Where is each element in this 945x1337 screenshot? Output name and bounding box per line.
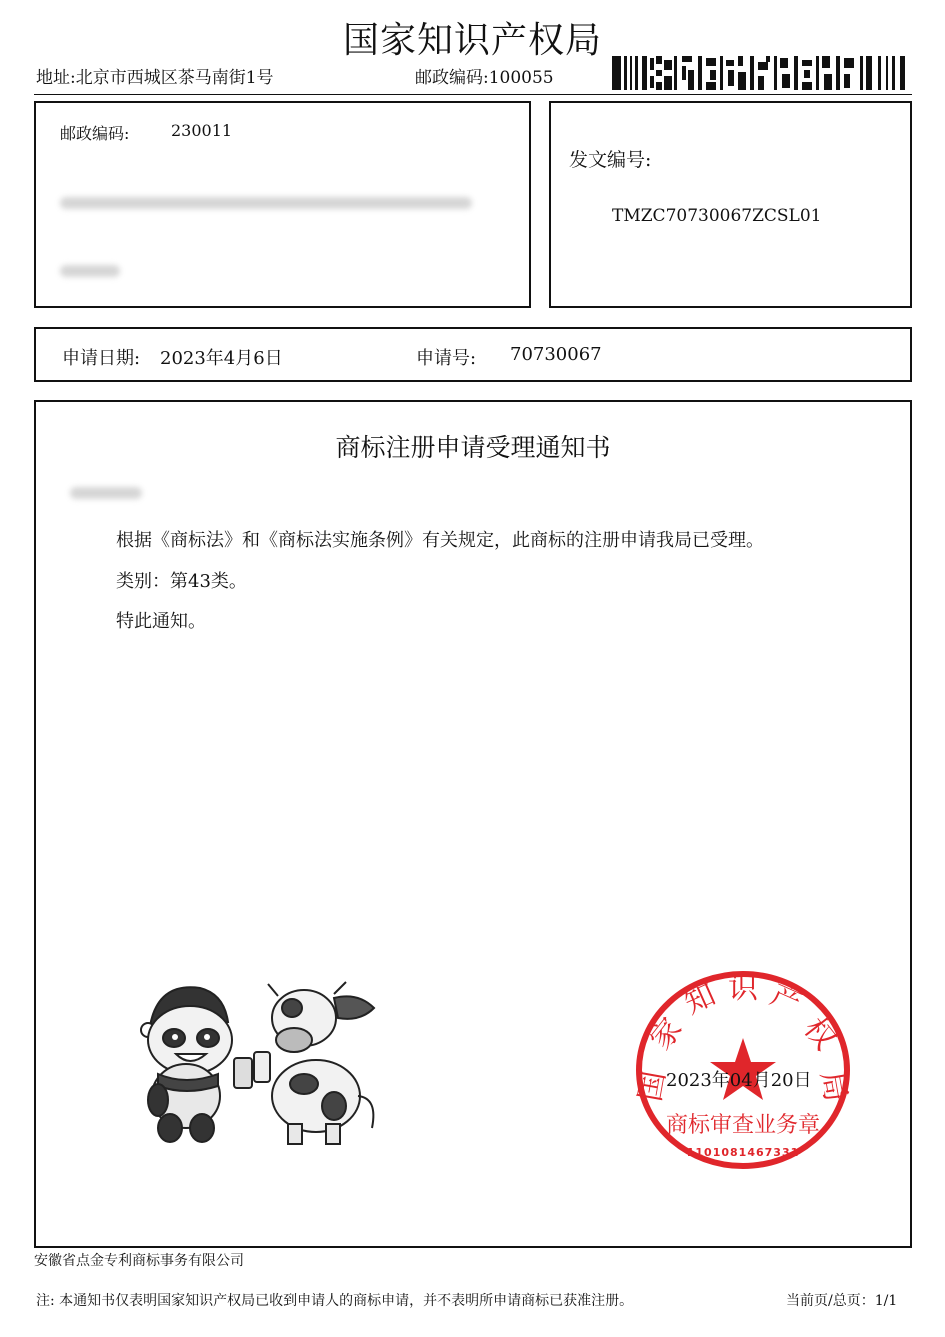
seal-char: 权	[796, 1011, 843, 1057]
recipient-postal-value: 230011	[171, 121, 233, 140]
agency-name: 安徽省点金专利商标事务有限公司	[34, 1253, 244, 1269]
redacted-address	[60, 197, 472, 209]
seal-char: 家	[643, 1011, 690, 1057]
footnote: 注: 本通知书仅表明国家知识产权局已收到申请人的商标申请，并不表明所申请商标已获准注册。	[36, 1293, 634, 1309]
drink-bottle	[234, 1052, 270, 1088]
header-rule	[34, 94, 912, 95]
barcode-image	[612, 56, 908, 90]
recipient-postal-label: 邮政编码:	[60, 124, 130, 143]
office-postal-code: 邮政编码:100055	[415, 68, 554, 88]
seal-char: 知	[679, 977, 721, 1022]
application-date-label: 申请日期:	[62, 348, 141, 369]
issue-date: 2023年04月20日	[666, 1070, 812, 1091]
seal-inner-text: 商标审查业务章	[665, 1113, 821, 1138]
cow-illustration	[268, 982, 374, 1144]
seal-serial: 1101081467331	[686, 1146, 800, 1159]
document-number-label: 发文编号:	[569, 149, 652, 171]
document-number-box	[549, 101, 912, 308]
panda-and-cow-mascot-image	[128, 978, 390, 1148]
notice-paragraph: 特此通知。	[116, 611, 206, 632]
seal-char: 国	[632, 1068, 673, 1105]
application-date-value: 2023年4月6日	[160, 348, 283, 369]
seal-char: 局	[813, 1068, 854, 1105]
seal-char: 产	[765, 977, 807, 1022]
notice-paragraph: 类别：第43类。	[116, 571, 247, 592]
panda-illustration	[141, 987, 232, 1142]
notice-paragraph: 根据《商标法》和《商标法实施条例》有关规定，此商标的注册申请我局已受理。	[116, 530, 764, 551]
redacted-salutation	[70, 487, 142, 499]
redacted-recipient	[60, 265, 120, 277]
application-number-value: 70730067	[510, 344, 602, 365]
document-number-value: TMZC70730067ZCSL01	[612, 206, 822, 226]
page-indicator: 当前页/总页：1/1	[786, 1293, 898, 1309]
office-title: 国家知识产权局	[342, 20, 602, 61]
application-number-label: 申请号:	[416, 348, 477, 369]
notice-title: 商标注册申请受理通知书	[335, 433, 611, 462]
seal-char: 识	[728, 971, 758, 1006]
office-address: 地址:北京市西城区茶马南街1号	[36, 68, 274, 88]
